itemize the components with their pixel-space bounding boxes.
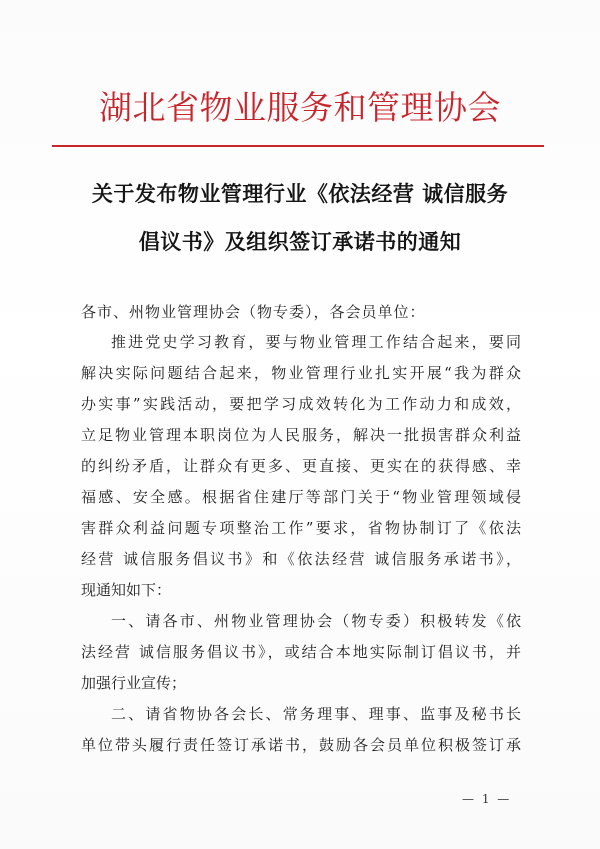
red-header-rule bbox=[52, 145, 544, 147]
page-number: — 1 — bbox=[462, 792, 512, 806]
body-paragraph-3 bbox=[81, 699, 521, 761]
paragraph-line: 害群众利益问题专项整治工作”要求，省物协制订了《依法 bbox=[81, 519, 521, 537]
paragraph-line: 单位带头履行责任签订承诺书，鼓励各会员单位积极签订承 bbox=[81, 736, 521, 754]
body-paragraph-1 bbox=[81, 327, 521, 606]
paragraph-line: 推进党史学习教育，要与物业管理工作结合起来，要同 bbox=[111, 333, 521, 351]
document-title-line-1: 关于发布物业管理行业《依法经营 诚信服务 bbox=[91, 181, 509, 206]
body-paragraph-2 bbox=[81, 606, 521, 699]
document-title-line-2: 倡议书》及组织签订承诺书的通知 bbox=[138, 229, 462, 254]
paragraph-line: 一、请各市、州物业管理协会（物专委）积极转发《依 bbox=[111, 612, 521, 630]
paragraph-line: 解决实际问题结合起来，物业管理行业扎实开展“我为群众 bbox=[81, 364, 521, 382]
paragraph-line: 现通知如下： bbox=[81, 581, 172, 599]
paragraph-line: 福感、安全感。根据省住建厅等部门关于“物业管理领域侵 bbox=[81, 488, 521, 506]
paragraph-line: 办实事”实践活动，要把学习成效转化为工作动力和成效， bbox=[81, 395, 521, 413]
paragraph-line: 法经营 诚信服务倡议书》，或结合本地实际制订倡议书，并 bbox=[81, 643, 521, 661]
paragraph-line: 经营 诚信服务倡议书》和《依法经营 诚信服务承诺书》， bbox=[81, 550, 521, 568]
organization-header: 湖北省物业服务和管理协会 bbox=[99, 88, 501, 127]
paragraph-line: 立足物业管理本职岗位为人民服务，解决一批损害群众利益 bbox=[81, 426, 521, 444]
paragraph-line: 二、请省物协各会长、常务理事、理事、监事及秘书长 bbox=[111, 705, 521, 723]
paragraph-line: 的纠纷矛盾，让群众有更多、更直接、更实在的获得感、幸 bbox=[81, 457, 521, 475]
salutation: 各市、州物业管理协会（物专委），各会员单位： bbox=[81, 303, 426, 321]
paragraph-line: 加强行业宣传； bbox=[81, 674, 187, 692]
